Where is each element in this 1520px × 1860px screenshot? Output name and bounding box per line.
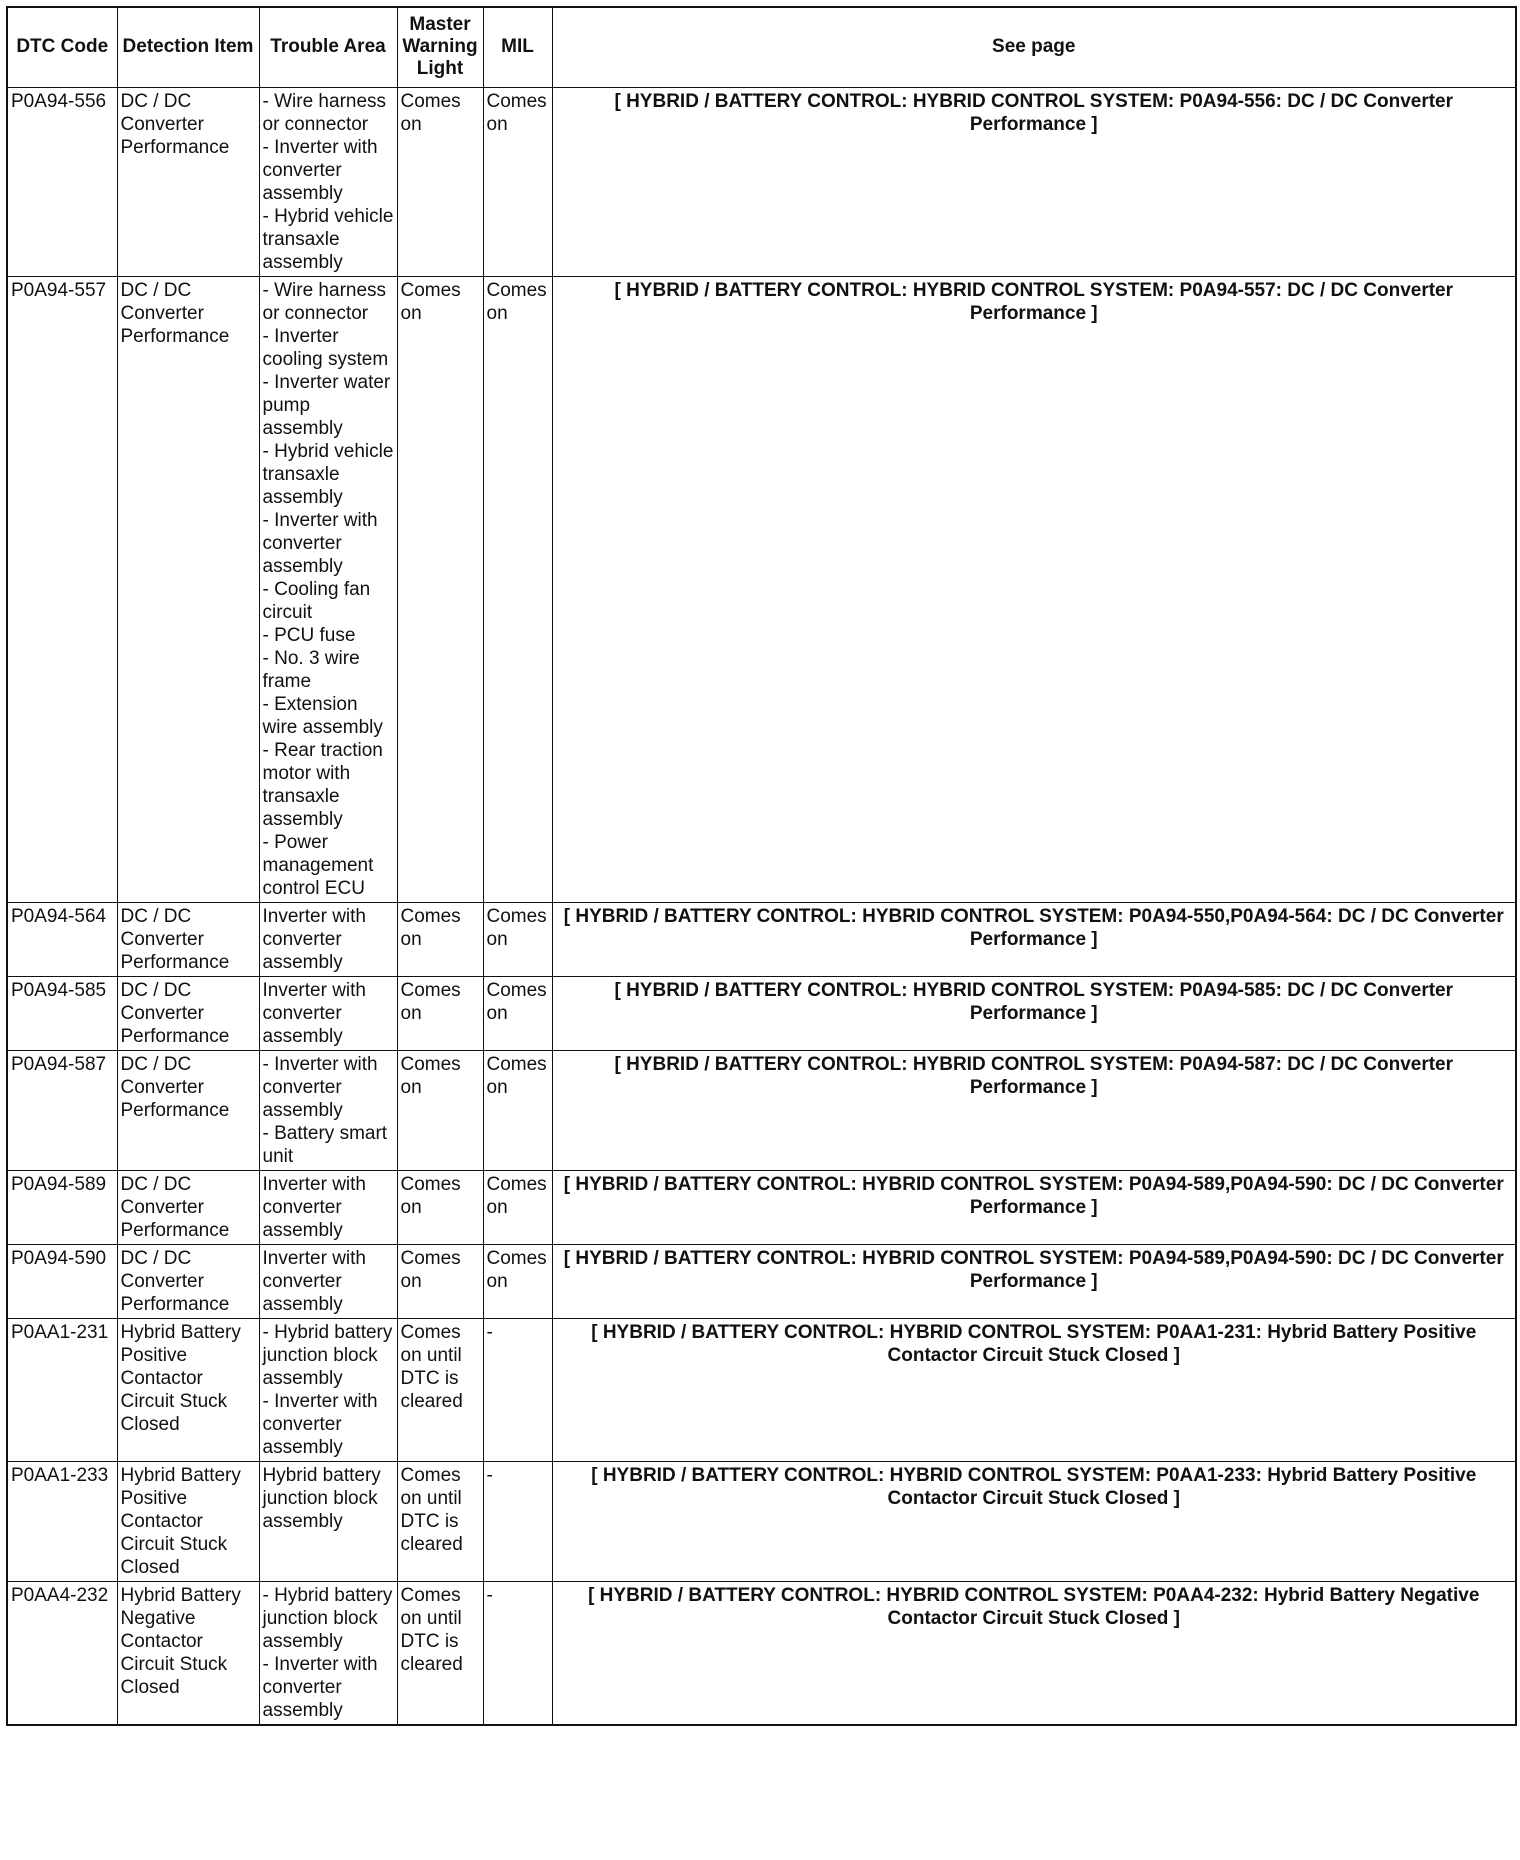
cell-master-warning-light: Comes on <box>397 1170 483 1244</box>
cell-dtc-code: P0A94-587 <box>7 1050 117 1170</box>
trouble-area-item: Inverter with converter assembly <box>262 979 366 1047</box>
table-body <box>7 87 1516 1725</box>
cell-dtc-code: P0A94-557 <box>7 276 117 902</box>
header-master-warning-light: Master Warning Light <box>397 7 483 87</box>
trouble-area-item: - Hybrid battery junction block assembly <box>262 1321 393 1389</box>
cell-master-warning-light: Comes on <box>397 902 483 976</box>
cell-detection-item: Hybrid Battery Positive Contactor Circuit Stuck Closed <box>117 1318 259 1461</box>
cell-master-warning-light: Comes on <box>397 1050 483 1170</box>
cell-mil: Comes on <box>483 902 552 976</box>
trouble-area-item: - Power management control ECU <box>262 831 374 899</box>
trouble-area-item: Inverter with converter assembly <box>262 1173 366 1241</box>
trouble-area-item: - Inverter with converter assembly <box>262 1390 378 1458</box>
table-row <box>7 976 1516 1050</box>
table-row <box>7 1461 1516 1581</box>
table-row <box>7 1581 1516 1725</box>
cell-trouble-area <box>259 1170 397 1244</box>
cell-detection-item: Hybrid Battery Negative Contactor Circuit Stuck Closed <box>117 1581 259 1725</box>
cell-dtc-code: P0AA1-233 <box>7 1461 117 1581</box>
cell-trouble-area <box>259 1581 397 1725</box>
cell-dtc-code: P0A94-589 <box>7 1170 117 1244</box>
trouble-area-item: - Hybrid vehicle transaxle assembly <box>262 440 394 508</box>
cell-detection-item: Hybrid Battery Positive Contactor Circuit Stuck Closed <box>117 1461 259 1581</box>
cell-mil: - <box>483 1581 552 1725</box>
trouble-area-item: - Hybrid vehicle transaxle assembly <box>262 205 394 273</box>
table-row <box>7 902 1516 976</box>
cell-dtc-code: P0A94-556 <box>7 87 117 276</box>
cell-mil: - <box>483 1461 552 1581</box>
cell-detection-item: DC / DC Converter Performance <box>117 902 259 976</box>
cell-trouble-area <box>259 1461 397 1581</box>
table-row <box>7 1050 1516 1170</box>
cell-master-warning-light: Comes on <box>397 1244 483 1318</box>
cell-master-warning-light: Comes on <box>397 976 483 1050</box>
cell-see-page-link[interactable]: [ HYBRID / BATTERY CONTROL: HYBRID CONTROL SYSTEM: P0A94-589,P0A94-590: DC / DC Converter Performance ] <box>552 1244 1516 1318</box>
cell-see-page-link[interactable]: [ HYBRID / BATTERY CONTROL: HYBRID CONTROL SYSTEM: P0A94-557: DC / DC Converter Performance ] <box>552 276 1516 902</box>
trouble-area-item: - Wire harness or connector <box>262 279 387 324</box>
cell-trouble-area <box>259 87 397 276</box>
header-detection-item: Detection Item <box>117 7 259 87</box>
cell-dtc-code: P0AA1-231 <box>7 1318 117 1461</box>
cell-master-warning-light: Comes on until DTC is cleared <box>397 1461 483 1581</box>
cell-see-page-link[interactable]: [ HYBRID / BATTERY CONTROL: HYBRID CONTROL SYSTEM: P0A94-585: DC / DC Converter Performance ] <box>552 976 1516 1050</box>
cell-master-warning-light: Comes on until DTC is cleared <box>397 1581 483 1725</box>
cell-see-page-link[interactable]: [ HYBRID / BATTERY CONTROL: HYBRID CONTROL SYSTEM: P0AA4-232: Hybrid Battery Negative Contactor Circuit Stuck Closed ] <box>552 1581 1516 1725</box>
cell-mil: Comes on <box>483 87 552 276</box>
trouble-area-item: - PCU fuse <box>262 624 356 646</box>
header-dtc-code: DTC Code <box>7 7 117 87</box>
trouble-area-item: - Battery smart unit <box>262 1122 388 1167</box>
cell-detection-item: DC / DC Converter Performance <box>117 87 259 276</box>
cell-master-warning-light: Comes on <box>397 87 483 276</box>
cell-detection-item: DC / DC Converter Performance <box>117 276 259 902</box>
trouble-area-item: - Hybrid battery junction block assembly <box>262 1584 393 1652</box>
cell-mil: Comes on <box>483 1050 552 1170</box>
table-header-row <box>7 7 1516 87</box>
cell-dtc-code: P0AA4-232 <box>7 1581 117 1725</box>
cell-mil: Comes on <box>483 976 552 1050</box>
cell-see-page-link[interactable]: [ HYBRID / BATTERY CONTROL: HYBRID CONTROL SYSTEM: P0A94-587: DC / DC Converter Performance ] <box>552 1050 1516 1170</box>
cell-dtc-code: P0A94-590 <box>7 1244 117 1318</box>
header-see-page: See page <box>552 7 1516 87</box>
trouble-area-item: - No. 3 wire frame <box>262 647 360 692</box>
trouble-area-item: Inverter with converter assembly <box>262 905 366 973</box>
cell-detection-item: DC / DC Converter Performance <box>117 976 259 1050</box>
trouble-area-item: - Extension wire assembly <box>262 693 383 738</box>
cell-mil: Comes on <box>483 1170 552 1244</box>
cell-trouble-area <box>259 1318 397 1461</box>
cell-trouble-area <box>259 276 397 902</box>
cell-master-warning-light: Comes on <box>397 276 483 902</box>
table-row <box>7 1170 1516 1244</box>
cell-see-page-link[interactable]: [ HYBRID / BATTERY CONTROL: HYBRID CONTROL SYSTEM: P0AA1-233: Hybrid Battery Positive Contactor Circuit Stuck Closed ] <box>552 1461 1516 1581</box>
cell-see-page-link[interactable]: [ HYBRID / BATTERY CONTROL: HYBRID CONTROL SYSTEM: P0A94-550,P0A94-564: DC / DC Converter Performance ] <box>552 902 1516 976</box>
trouble-area-item: - Inverter cooling system <box>262 325 389 370</box>
cell-see-page-link[interactable]: [ HYBRID / BATTERY CONTROL: HYBRID CONTROL SYSTEM: P0A94-589,P0A94-590: DC / DC Converter Performance ] <box>552 1170 1516 1244</box>
trouble-area-item: Inverter with converter assembly <box>262 1247 366 1315</box>
trouble-area-item: - Inverter with converter assembly <box>262 136 378 204</box>
trouble-area-item: Hybrid battery junction block assembly <box>262 1464 381 1532</box>
table-row <box>7 276 1516 902</box>
cell-detection-item: DC / DC Converter Performance <box>117 1244 259 1318</box>
trouble-area-item: - Inverter water pump assembly <box>262 371 391 439</box>
trouble-area-item: - Wire harness or connector <box>262 90 387 135</box>
table-row <box>7 1244 1516 1318</box>
table-row <box>7 87 1516 276</box>
cell-mil: - <box>483 1318 552 1461</box>
cell-see-page-link[interactable]: [ HYBRID / BATTERY CONTROL: HYBRID CONTROL SYSTEM: P0AA1-231: Hybrid Battery Positive Contactor Circuit Stuck Closed ] <box>552 1318 1516 1461</box>
cell-see-page-link[interactable]: [ HYBRID / BATTERY CONTROL: HYBRID CONTROL SYSTEM: P0A94-556: DC / DC Converter Performance ] <box>552 87 1516 276</box>
cell-trouble-area <box>259 902 397 976</box>
cell-trouble-area <box>259 976 397 1050</box>
trouble-area-item: - Inverter with converter assembly <box>262 509 378 577</box>
cell-master-warning-light: Comes on until DTC is cleared <box>397 1318 483 1461</box>
trouble-area-item: - Cooling fan circuit <box>262 578 371 623</box>
header-mil: MIL <box>483 7 552 87</box>
cell-detection-item: DC / DC Converter Performance <box>117 1050 259 1170</box>
cell-dtc-code: P0A94-585 <box>7 976 117 1050</box>
cell-dtc-code: P0A94-564 <box>7 902 117 976</box>
trouble-area-item: - Inverter with converter assembly <box>262 1053 378 1121</box>
cell-mil: Comes on <box>483 276 552 902</box>
cell-mil: Comes on <box>483 1244 552 1318</box>
header-trouble-area: Trouble Area <box>259 7 397 87</box>
trouble-area-item: - Rear traction motor with transaxle assembly <box>262 739 383 830</box>
cell-trouble-area <box>259 1050 397 1170</box>
cell-trouble-area <box>259 1244 397 1318</box>
table-row <box>7 1318 1516 1461</box>
cell-detection-item: DC / DC Converter Performance <box>117 1170 259 1244</box>
dtc-table <box>6 6 1517 1726</box>
trouble-area-item: - Inverter with converter assembly <box>262 1653 378 1721</box>
